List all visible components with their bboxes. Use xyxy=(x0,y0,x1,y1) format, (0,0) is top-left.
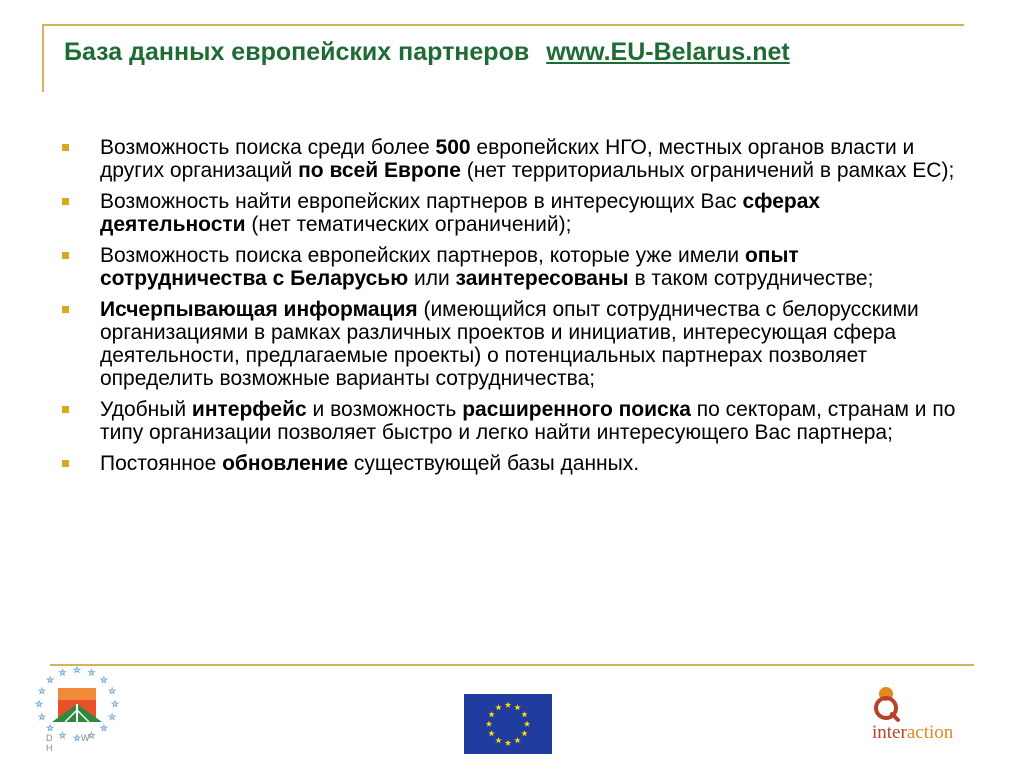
dwh-logo-text: D W H xyxy=(46,733,103,753)
bullet-text: Возможность найти европейских партнеров в интересующих Вас xyxy=(100,190,743,213)
website-link[interactable]: www.EU-Belarus.net xyxy=(546,38,790,66)
feature-item xyxy=(62,298,962,390)
bullet-emphasis: расширенного поиска xyxy=(462,398,691,421)
bullet-text: и возможность xyxy=(306,398,463,421)
bullet-emphasis: интерфейс xyxy=(191,398,307,421)
bullet-text: (нет территориальных ограничений в рамках ЕС); xyxy=(460,159,955,182)
bullet-text: Возможность поиска среди более xyxy=(100,136,436,159)
feature-item xyxy=(62,136,962,182)
bullet-text: Постоянное xyxy=(100,452,223,475)
footer-divider xyxy=(110,664,974,666)
dwh-star-icon xyxy=(101,677,107,682)
bullet-text: Удобный xyxy=(100,398,192,421)
dwh-star-icon xyxy=(60,670,66,675)
feature-item xyxy=(62,244,962,290)
dwh-star-icon xyxy=(89,670,95,675)
bullet-marker-icon xyxy=(62,306,69,313)
feature-item xyxy=(62,452,962,475)
bullet-emphasis: заинтересованы xyxy=(455,267,629,290)
bullet-text: по секторам, странам и по типу организации позволяет быстро и легко найти интересующего Вас партнера; xyxy=(100,398,956,444)
interaction-logo-text xyxy=(872,722,953,744)
bullet-emphasis: 500 xyxy=(435,136,471,159)
feature-list xyxy=(62,136,962,483)
bullet-text: (нет тематических ограничений); xyxy=(245,213,572,236)
bullet-text: (имеющийся опыт сотрудничества с белорусскими организациями в рамках различных проектов и инициатив, интересующая сфера деятельности, предлагаемые проекты) о потенциальных партнерах позволяет определить возможные варианты сотрудничества; xyxy=(100,298,919,390)
bullet-text: в таком сотрудничестве; xyxy=(628,267,874,290)
bullet-marker-icon xyxy=(62,198,69,205)
eu-flag xyxy=(464,694,552,754)
dwh-star-icon xyxy=(47,677,53,682)
dwh-star-icon xyxy=(101,725,107,730)
interaction-logo-part2: action xyxy=(906,722,954,743)
bullet-text: Возможность поиска европейских партнеров, которые уже имели xyxy=(100,244,745,267)
bullet-marker-icon xyxy=(62,406,69,413)
dwh-star-icon xyxy=(74,667,80,672)
dwh-star-icon xyxy=(47,725,53,730)
bullet-text: европейских НГО, местных органов власти и других организаций xyxy=(100,136,915,182)
dwh-star-icon xyxy=(112,701,118,706)
title-frame-top-line xyxy=(42,24,964,26)
bullet-emphasis: сферах деятельности xyxy=(100,190,821,236)
dwh-star-icon xyxy=(39,714,45,719)
bullet-emphasis: по всей Европе xyxy=(298,159,461,182)
bullet-emphasis: опыт сотрудничества с Беларусью xyxy=(100,244,799,290)
interaction-logo-part1: inter xyxy=(872,722,907,743)
bullet-marker-icon xyxy=(62,252,69,259)
bullet-marker-icon xyxy=(62,460,69,467)
dwh-star-icon xyxy=(109,714,115,719)
bullet-emphasis: обновление xyxy=(222,452,349,475)
bullet-marker-icon xyxy=(62,144,69,151)
dwh-star-icon xyxy=(109,688,115,693)
feature-item xyxy=(62,398,962,444)
bullet-emphasis: Исчерпывающая информация xyxy=(100,298,418,321)
feature-item xyxy=(62,190,962,236)
bullet-text: или xyxy=(408,267,456,290)
bullet-text: существующей базы данных. xyxy=(348,452,640,475)
title-frame-left-line xyxy=(42,24,44,92)
dwh-star-icon xyxy=(36,701,42,706)
title-text: База данных европейских партнеров xyxy=(64,38,530,66)
dwh-star-icon xyxy=(39,688,45,693)
page-title xyxy=(64,38,790,67)
